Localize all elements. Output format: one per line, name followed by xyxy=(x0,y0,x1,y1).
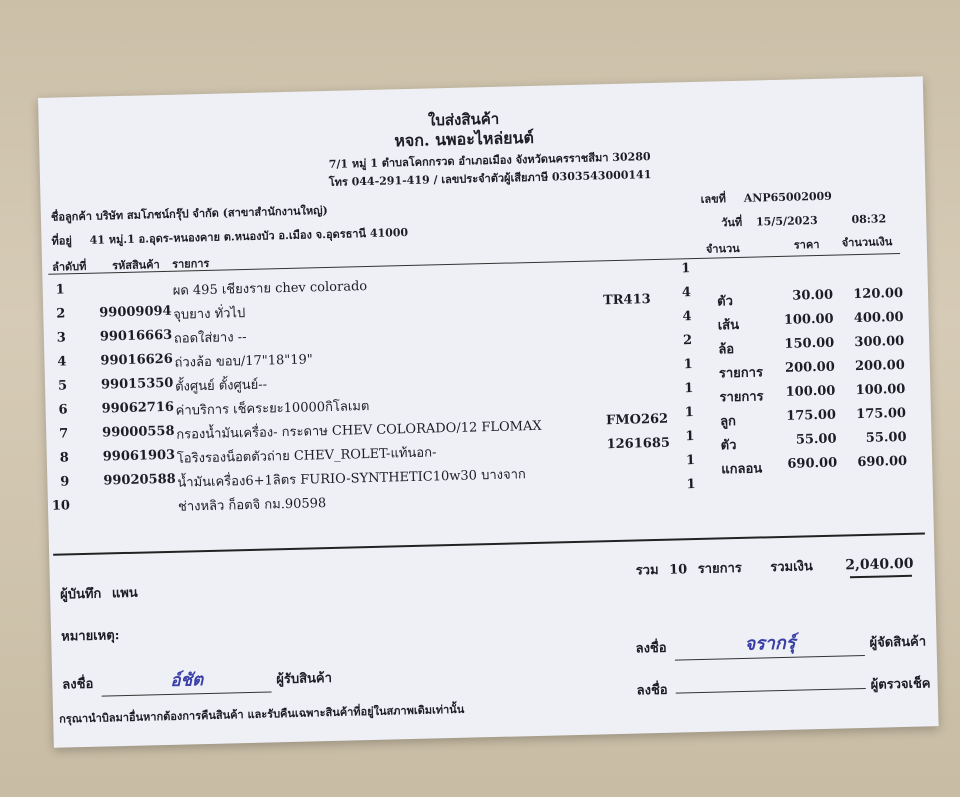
company-name: หจก. นพอะไหล่ยนต์ xyxy=(394,127,535,151)
recorder-name: แพน xyxy=(111,585,138,602)
item-quantity: 1 xyxy=(685,453,696,469)
recorder-label: ผู้บันทึก xyxy=(59,586,102,603)
delivery-note-paper xyxy=(38,76,939,747)
item-price: 200.00 xyxy=(784,359,835,376)
checker-sign-label: ลงชื่อ xyxy=(636,682,668,699)
row-number: 9 xyxy=(60,474,70,490)
row-number: 3 xyxy=(56,330,67,346)
document-title: ใบส่งสินค้า xyxy=(427,109,500,130)
item-price: 690.00 xyxy=(787,455,838,472)
distributor-label: ผู้จัดสินค้า xyxy=(869,634,927,651)
row-number: 1 xyxy=(55,282,65,298)
item-amount: 100.00 xyxy=(855,381,906,399)
doc-number-row xyxy=(700,187,832,208)
checker-sign-row xyxy=(636,672,930,700)
row-number: 6 xyxy=(58,402,68,418)
item-code: 99009094 xyxy=(99,303,172,321)
item-description: ผด 495 เชียงราย chev colorado xyxy=(172,279,368,299)
customer-name: บริษัท สมโภชน์กรุ๊ป จำกัด (สาขาสำนักงานใหญ่) xyxy=(95,203,328,223)
doc-time: 08:32 xyxy=(851,212,887,227)
item-code: 99020588 xyxy=(103,471,176,489)
item-unit: ลูก xyxy=(719,414,737,430)
item-code: 99000558 xyxy=(102,423,175,441)
item-quantity: 1 xyxy=(684,381,694,397)
item-code: 99016663 xyxy=(99,327,173,345)
item-quantity: 1 xyxy=(681,261,691,277)
total-underline xyxy=(850,575,912,579)
item-description: ถอดใส่ยาง -- xyxy=(173,329,247,347)
item-code: 99062716 xyxy=(101,399,175,417)
item-description: ตั้งศูนย์ ตั้งศูนย์-- xyxy=(174,377,268,395)
item-quantity: 2 xyxy=(682,333,693,349)
total-count: 10 xyxy=(668,562,688,578)
checker-label: ผู้ตรวจเช็ค xyxy=(870,676,931,693)
item-reference: TR413 xyxy=(602,292,651,309)
footer-rule xyxy=(53,532,925,555)
col-amount: จำนวนเงิน xyxy=(841,235,893,250)
item-description: น้ำมันเครื่อง6+1ลิตร FURIO-SYNTHETIC10w30 บางจาก xyxy=(177,467,526,491)
customer-address: 41 หมู่.1 อ.อุดร-หนองคาย ต.หนองบัว อ.เมือง จ.อุดรธานี 41000 xyxy=(89,225,409,247)
receiver-sign-label: ลงชื่อ xyxy=(62,676,94,693)
item-price: 100.00 xyxy=(783,311,834,328)
distributor-sign-row xyxy=(635,624,926,661)
item-amount: 690.00 xyxy=(857,453,908,471)
item-description: กรองน้ำมันเครื่อง- กระดาษ CHEV COLORADO/12 FLOMAX xyxy=(176,418,542,443)
item-description: ค่าบริการ เช็คระยะ10000กิโลเมต xyxy=(175,398,370,419)
item-quantity: 1 xyxy=(684,405,695,421)
item-unit: รายการ xyxy=(718,365,764,382)
item-code: 99016626 xyxy=(100,351,173,369)
row-number: 10 xyxy=(51,498,71,514)
company-address: 7/1 หมู่ 1 ตำบลโคกกรวด อำเภอเมือง จังหวัดนครราชสีมา 30280 xyxy=(328,150,651,171)
item-unit: เส้น xyxy=(717,317,740,334)
item-description: โอริงรองน็อตตัวถ่าย CHEV_ROLET-แท้นอก- xyxy=(176,445,437,467)
row-number: 5 xyxy=(57,378,68,394)
customer-address-label: ที่อยู่ xyxy=(51,234,72,248)
total-label: รวม xyxy=(635,562,659,579)
item-unit: ตัว xyxy=(720,438,737,454)
row-number: 4 xyxy=(57,354,67,370)
col-price: ราคา xyxy=(793,237,820,252)
item-quantity: 4 xyxy=(682,309,692,325)
receiver-sign-row xyxy=(62,663,332,698)
row-number: 2 xyxy=(56,306,66,322)
total-money-label: รวมเงิน xyxy=(770,559,814,576)
company-phone-tax: โทร 044-291-419 / เลขประจำตัวผู้เสียภาษี 0303543000141 xyxy=(328,168,652,189)
item-unit: ล้อ xyxy=(718,342,735,358)
doc-number: ANP65002009 xyxy=(743,189,833,205)
checker-signature-line xyxy=(676,674,866,694)
item-reference: FMO262 xyxy=(605,411,669,429)
recorder-row xyxy=(60,582,138,605)
item-unit: แกลอน xyxy=(721,461,763,478)
item-price: 175.00 xyxy=(786,407,837,424)
item-amount: 175.00 xyxy=(856,405,907,423)
item-amount: 400.00 xyxy=(853,309,904,327)
doc-number-label: เลขที่ xyxy=(700,192,727,206)
item-price: 55.00 xyxy=(795,431,837,448)
row-number: 7 xyxy=(58,426,69,442)
col-qty: จำนวน xyxy=(705,241,740,256)
item-amount: 120.00 xyxy=(853,285,904,303)
item-description: ถ่วงล้อ ขอบ/17"18"19" xyxy=(174,352,313,371)
row-number: 8 xyxy=(59,450,69,466)
item-quantity: 1 xyxy=(686,477,696,493)
item-price: 150.00 xyxy=(784,335,835,352)
doc-date: 15/5/2023 xyxy=(755,213,818,229)
item-amount: 300.00 xyxy=(854,333,905,351)
item-price: 100.00 xyxy=(785,383,836,400)
item-amount: 55.00 xyxy=(865,429,907,446)
item-description: จุบยาง ทั่วไป xyxy=(173,306,246,323)
receiver-signature: อ์ชัต xyxy=(101,664,272,696)
customer-address-row xyxy=(51,223,408,250)
receiver-label: ผู้รับสินค้า xyxy=(276,670,333,688)
item-unit: รายการ xyxy=(719,389,764,406)
col-code: รหัสสินค้า xyxy=(111,258,160,273)
distributor-sign-label: ลงชื่อ xyxy=(635,640,667,657)
doc-date-label: วันที่ xyxy=(721,215,743,230)
return-policy-note: กรุณานำบิลมาอื่นหากต้องการคืนสินค้า และรับคืนเฉพาะสินค้าที่อยู่ในสภาพเดิมเท่านั้น xyxy=(59,702,465,726)
item-code: 99015350 xyxy=(100,375,174,393)
distributor-signature: จรากรุ์ xyxy=(675,626,866,661)
item-quantity: 1 xyxy=(683,357,693,373)
grand-total: 2,040.00 xyxy=(845,555,914,574)
item-code: 99061903 xyxy=(102,447,176,465)
col-seq: ลำดับที่ xyxy=(51,259,87,274)
col-desc: รายการ xyxy=(171,256,210,271)
note-label: หมายเหตุ: xyxy=(60,628,120,645)
item-description: ช่างหลิว ก็อตจิ กม.90598 xyxy=(177,496,327,515)
item-unit: ตัว xyxy=(717,294,734,310)
item-quantity: 1 xyxy=(685,429,695,445)
item-quantity: 4 xyxy=(681,285,692,301)
customer-name-row xyxy=(51,201,328,226)
customer-name-label: ชื่อลูกค้า xyxy=(50,209,93,224)
item-amount: 200.00 xyxy=(854,357,905,375)
item-price: 30.00 xyxy=(792,287,834,304)
doc-date-row xyxy=(721,209,886,231)
items-label: รายการ xyxy=(697,560,742,578)
item-reference: 1261685 xyxy=(606,435,671,453)
